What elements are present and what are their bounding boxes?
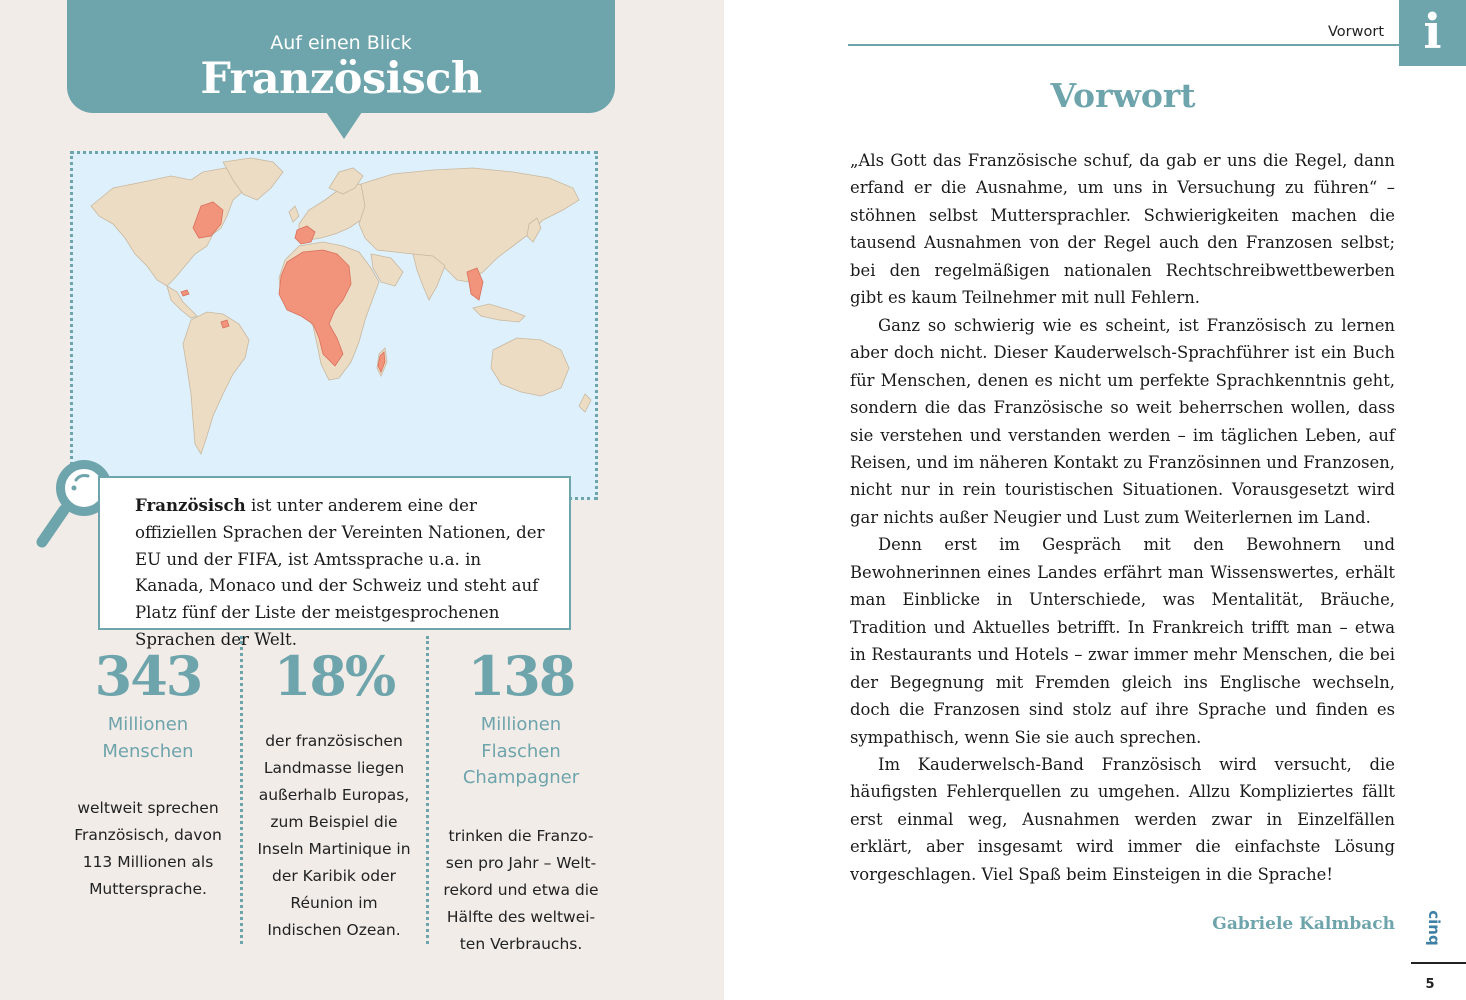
paragraph: Ganz so schwierig wie es scheint, ist Französisch zu lernen aber doch nicht. Dieser Kauderwelsch-Sprachführer ist ein Buch für Menschen, denen es nicht um perfekte Sprachkenntnis geht, sondern die das Französische so weit beherrschen wollen, dass sie verstehen und verstanden werden – im täglichen Leben, auf Reisen, und im näheren Kontakt zu Französinnen und Franzosen, nicht nur in rein touristischen Situationen. Vorausgesetzt wird gar nichts außer Neugier und Lust zum Weiterlernen im Land. — [850, 315, 1395, 527]
map-australia — [491, 338, 569, 396]
map-south-america — [183, 312, 249, 454]
info-tab-icon: i — [1399, 0, 1466, 66]
info-box — [98, 476, 571, 649]
stat-divider — [240, 636, 243, 944]
stat-unit: Millionen Menschen — [102, 714, 194, 762]
header-rule — [848, 44, 1401, 46]
banner-subtitle: Auf einen Blick — [270, 32, 412, 54]
left-page — [0, 0, 724, 1000]
running-header: Vorwort — [1328, 24, 1385, 40]
paragraph: „Als Gott das Französische schuf, da gab er uns die Regel, dann erfand er die Ausnahme, um uns in Versuchung zu führen“ – stöhnen selbst Muttersprachler. Schwierigkeiten machen die tausend Ausnahmen von der Regel auch den Franzosen selbst; bei den regelmäßigen nationalen Rechtschreibwettbewerben gibt es kaum Teilnehmer mit null Fehlern. — [850, 151, 1395, 308]
footer-rule — [1411, 962, 1466, 964]
stat-landmass — [244, 640, 424, 944]
stat-divider — [426, 636, 429, 944]
stat-number: 138 — [467, 644, 575, 708]
stat-description: trinken die Franzo-sen pro Jahr – Welt-rekord und etwa die Hälfte des weltwei-ten Verbrauchs. — [443, 826, 599, 953]
banner-pointer — [326, 112, 362, 139]
foreword-body — [850, 147, 1395, 888]
map-central-america — [167, 286, 197, 318]
author-signature: Gabriele Kalmbach — [1212, 914, 1395, 934]
side-page-word: cinq — [1425, 910, 1443, 946]
info-box-lead: Französisch — [135, 495, 246, 515]
map-uk — [289, 206, 299, 222]
stat-description: der französischen Landmasse liegen außerhalb Europas, zum Beispiel die Inseln Martinique in der Karibik oder Réunion im Indischen Ozean. — [257, 732, 411, 939]
map-new-zealand — [579, 394, 591, 412]
stat-number: 343 — [94, 644, 202, 708]
paragraph: Im Kauderwelsch-Band Französisch wird versucht, die häufigsten Fehlerquellen zu umgehen. Allzu Kompliziertes fällt erst einmal weg, Ausnahmen werden zwar in Einzelfällen erklärt, aber insgesamt wird immer die einfachste Lösung vorgeschlagen. Viel Spaß beim Einsteigen in die Sprache! — [850, 754, 1395, 884]
map-french-guiana — [221, 320, 229, 328]
map-indonesia — [473, 304, 525, 322]
paragraph: Denn erst im Gespräch mit den Bewohnern und Bewohnerinnen eines Landes erfährt man Wissenswertes, erhält man Einblicke in Unterschiede, was Mentalität, Bräuche, Tradition und Aktuelles betrifft. In Frankreich trifft man – etwa in Restaurants und Hotels – zwar immer mehr Menschen, die bei der Begegnung mit Fremden gleich ins Englische wechseln, doch die Franzosen sind stolz auf ihre Sprache und finden es sympathisch, wenn Sie sie auch sprechen. — [850, 535, 1395, 747]
info-box-text: ist unter anderem eine der offiziellen Sprachen der Vereinten Nationen, der EU und der FIFA, ist Amtssprache u.a. in Kanada, Monaco und der Schweiz und steht auf Platz fünf der Liste der meistgesprochenen Sprachen der Welt. — [135, 496, 545, 649]
stat-unit: Millionen Flaschen Champagner — [462, 714, 580, 788]
page-number: 5 — [1425, 977, 1435, 992]
stat-speakers — [58, 640, 238, 903]
map-haiti — [181, 290, 189, 296]
banner-title: Französisch — [200, 54, 482, 104]
stat-number: 18% — [273, 644, 395, 708]
stat-champagne — [431, 640, 611, 958]
map-north-america — [91, 168, 249, 286]
page-title: Vorwort — [1050, 76, 1196, 115]
stat-description: weltweit sprechen Französisch, davon 113 Millionen als Muttersprache. — [74, 799, 222, 898]
title-banner — [67, 0, 615, 113]
world-map — [70, 151, 598, 500]
